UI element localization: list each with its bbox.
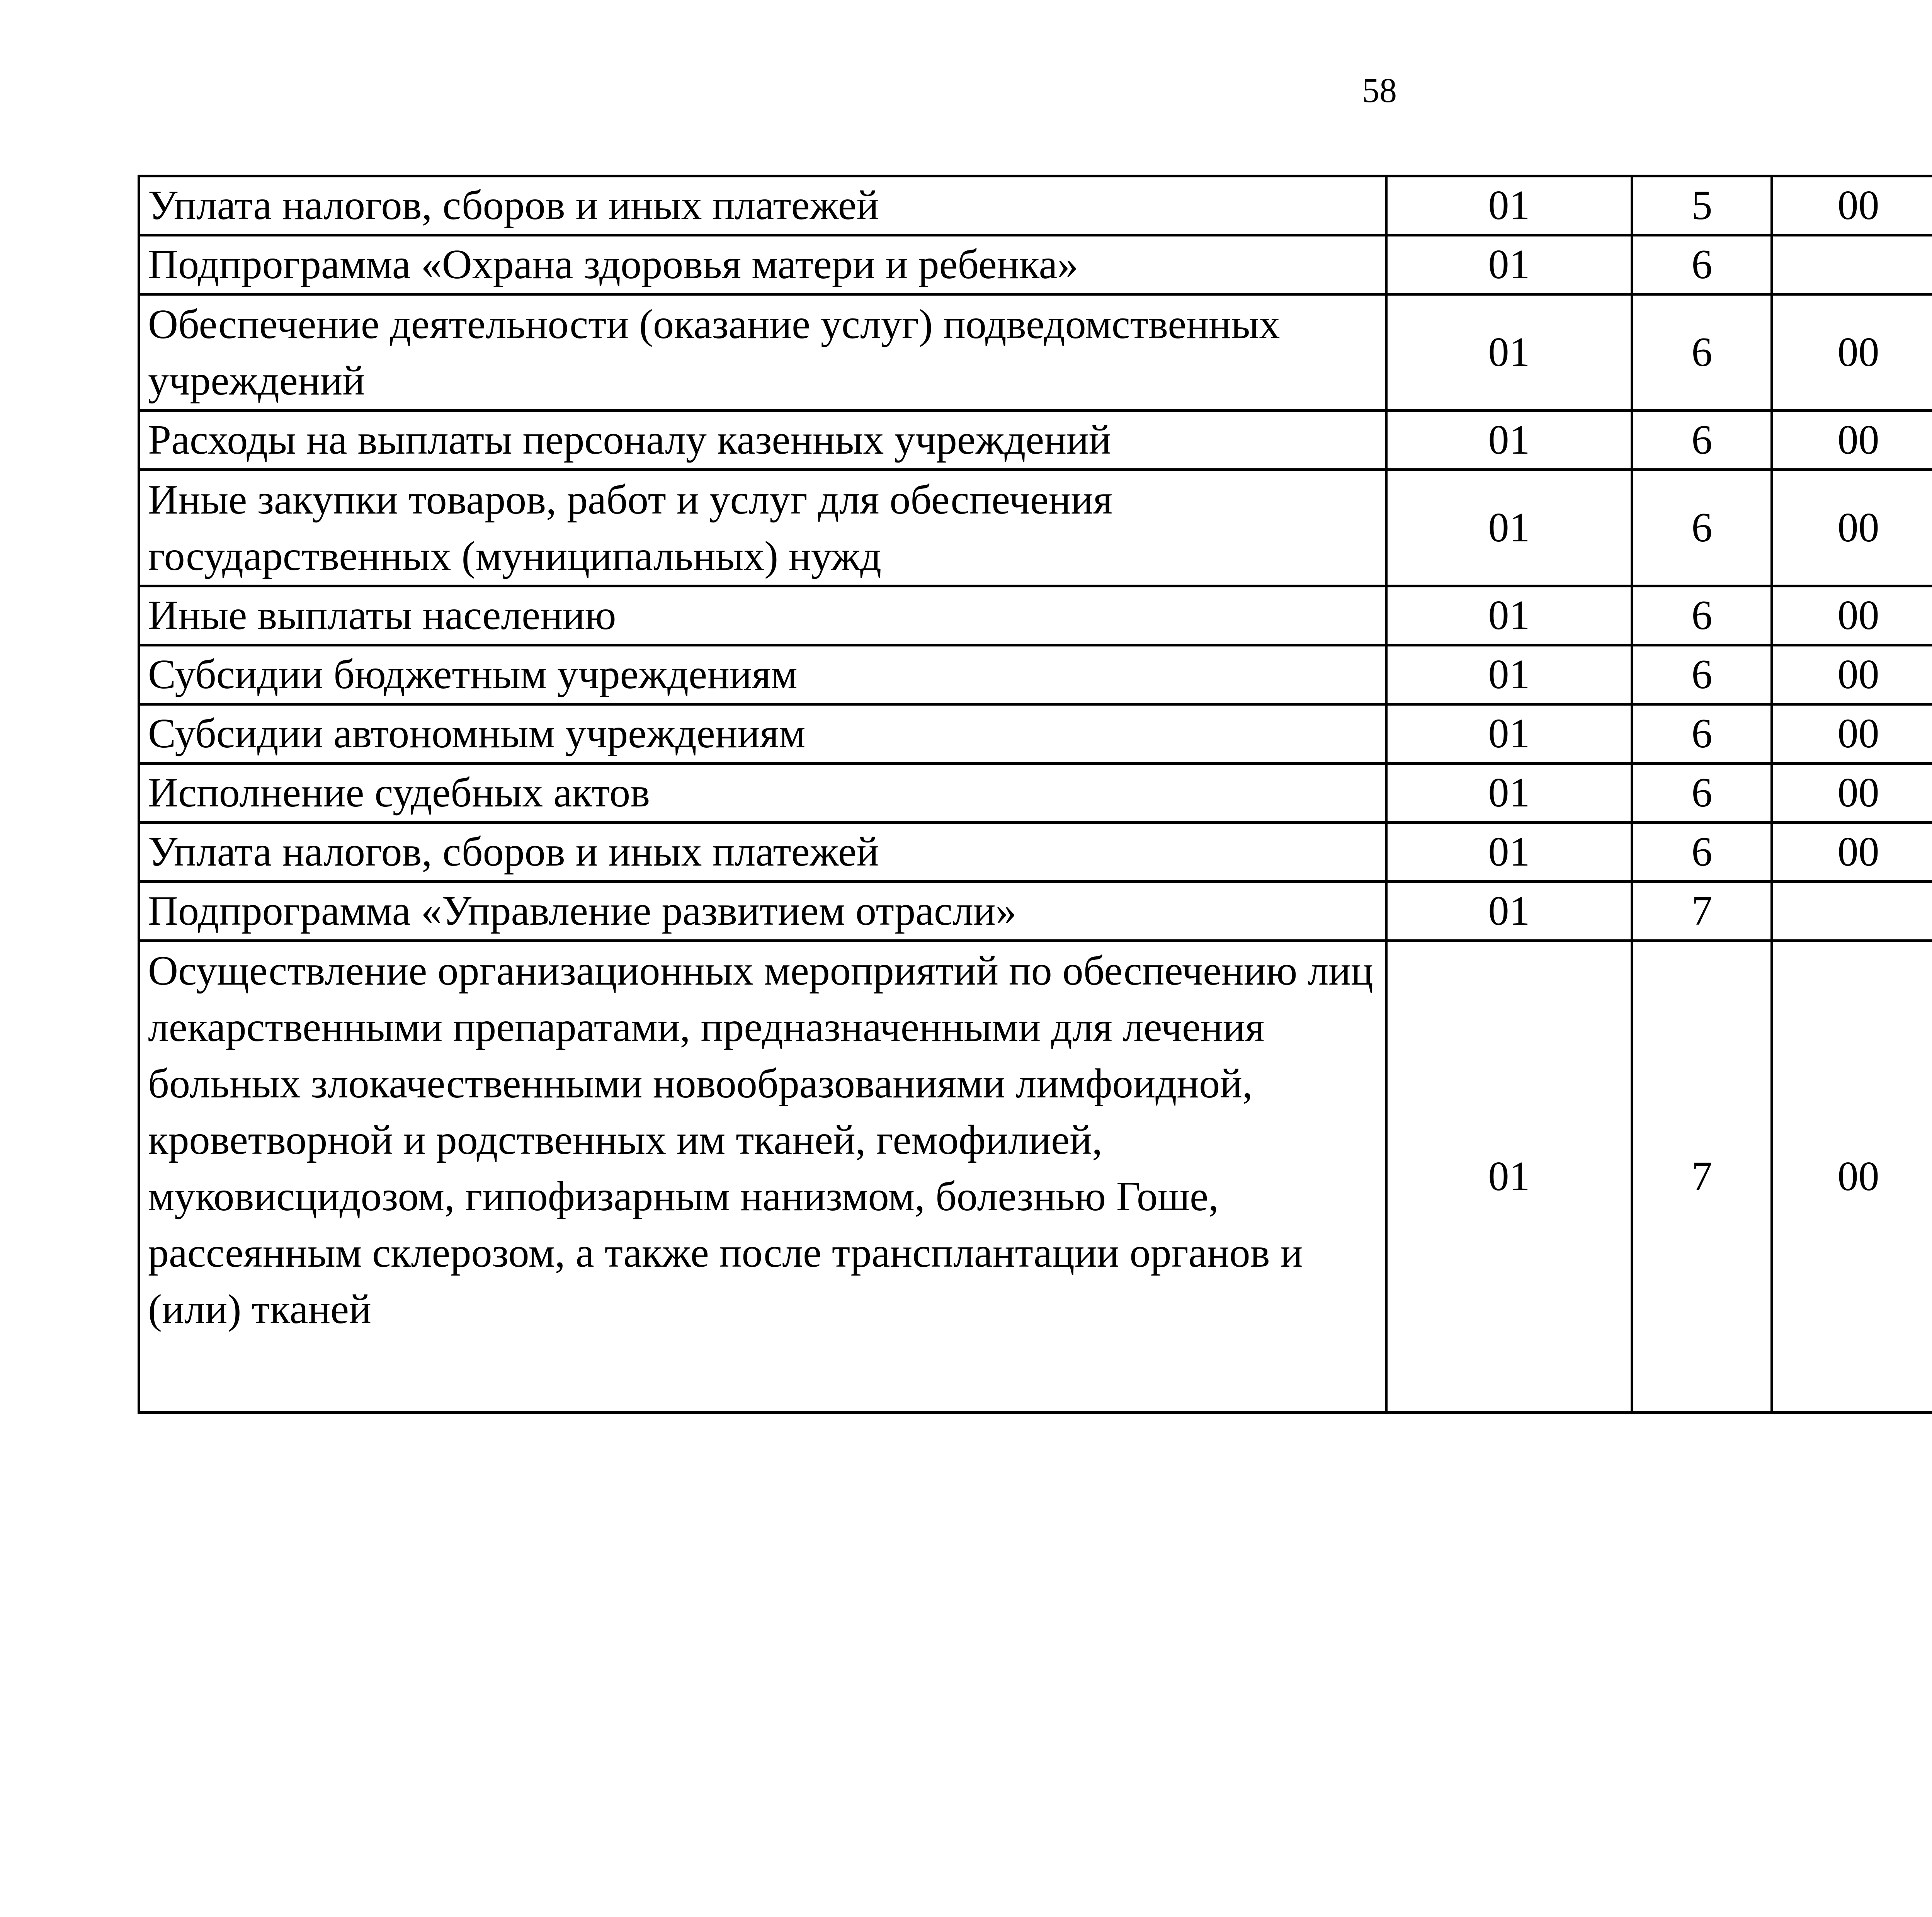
- table-row: [139, 294, 1932, 411]
- table-row: [139, 882, 1932, 941]
- row-code-2: 6: [1632, 823, 1772, 882]
- row-name: Иные выплаты населению: [139, 586, 1386, 645]
- row-code-1: 01: [1386, 176, 1632, 235]
- row-name: Обеспечение деятельности (оказание услуг) подведомственных учреждений: [139, 294, 1386, 411]
- row-code-2: 7: [1632, 882, 1772, 941]
- row-code-2: 6: [1632, 411, 1772, 470]
- row-code-1: 01: [1386, 235, 1632, 294]
- row-name: Осуществление организационных мероприятий по обеспечению лиц лекарственными препаратами, предназначенными для лечения больных злокачественными новообразованиями лимфоидной, кроветворной и родственных им тканей, гемофилией, муковисцидозом, гипофизарным нанизмом, болезнью Гоше, рассеянным склерозом, а также после трансплантации органов и (или) тканей: [139, 941, 1386, 1413]
- row-code-1: 01: [1386, 823, 1632, 882]
- row-code-3: [1772, 235, 1932, 294]
- row-code-3: 00: [1772, 294, 1932, 411]
- row-name: Уплата налогов, сборов и иных платежей: [139, 176, 1386, 235]
- row-code-3: 00: [1772, 586, 1932, 645]
- row-name: Субсидии бюджетным учреждениям: [139, 645, 1386, 704]
- row-code-2: 6: [1632, 764, 1772, 823]
- row-code-1: 01: [1386, 941, 1632, 1413]
- row-code-3: [1772, 882, 1932, 941]
- row-code-2: 6: [1632, 294, 1772, 411]
- row-code-1: 01: [1386, 704, 1632, 764]
- row-code-2: 6: [1632, 470, 1772, 586]
- table-row: [139, 176, 1932, 235]
- row-code-3: 00: [1772, 411, 1932, 470]
- row-name: Уплата налогов, сборов и иных платежей: [139, 823, 1386, 882]
- table-row: [139, 645, 1932, 704]
- table-row: [139, 704, 1932, 764]
- table-row: [139, 823, 1932, 882]
- row-code-2: 6: [1632, 586, 1772, 645]
- page-number: 58: [1362, 71, 1397, 110]
- row-code-2: 6: [1632, 704, 1772, 764]
- table-row: [139, 764, 1932, 823]
- budget-table: [138, 175, 1932, 1414]
- row-code-2: 7: [1632, 941, 1772, 1413]
- row-code-2: 6: [1632, 235, 1772, 294]
- row-code-1: 01: [1386, 470, 1632, 586]
- row-code-3: 00: [1772, 941, 1932, 1413]
- row-code-1: 01: [1386, 764, 1632, 823]
- row-code-3: 00: [1772, 823, 1932, 882]
- row-name: Исполнение судебных актов: [139, 764, 1386, 823]
- row-code-3: 00: [1772, 645, 1932, 704]
- table-row: [139, 586, 1932, 645]
- row-name: Иные закупки товаров, работ и услуг для обеспечения государственных (муниципальных) нужд: [139, 470, 1386, 586]
- row-code-3: 00: [1772, 704, 1932, 764]
- row-name: Расходы на выплаты персоналу казенных учреждений: [139, 411, 1386, 470]
- table-row: [139, 470, 1932, 586]
- row-code-3: 00: [1772, 470, 1932, 586]
- row-name: Подпрограмма «Управление развитием отрасли»: [139, 882, 1386, 941]
- row-code-1: 01: [1386, 586, 1632, 645]
- row-code-3: 00: [1772, 176, 1932, 235]
- row-name: Подпрограмма «Охрана здоровья матери и ребенка»: [139, 235, 1386, 294]
- row-code-3: 00: [1772, 764, 1932, 823]
- table-row: [139, 235, 1932, 294]
- row-code-2: 5: [1632, 176, 1772, 235]
- row-code-1: 01: [1386, 645, 1632, 704]
- row-code-1: 01: [1386, 882, 1632, 941]
- row-name: Субсидии автономным учреждениям: [139, 704, 1386, 764]
- row-code-1: 01: [1386, 411, 1632, 470]
- table-row: [139, 411, 1932, 470]
- row-code-2: 6: [1632, 645, 1772, 704]
- row-code-1: 01: [1386, 294, 1632, 411]
- table-row: [139, 941, 1932, 1413]
